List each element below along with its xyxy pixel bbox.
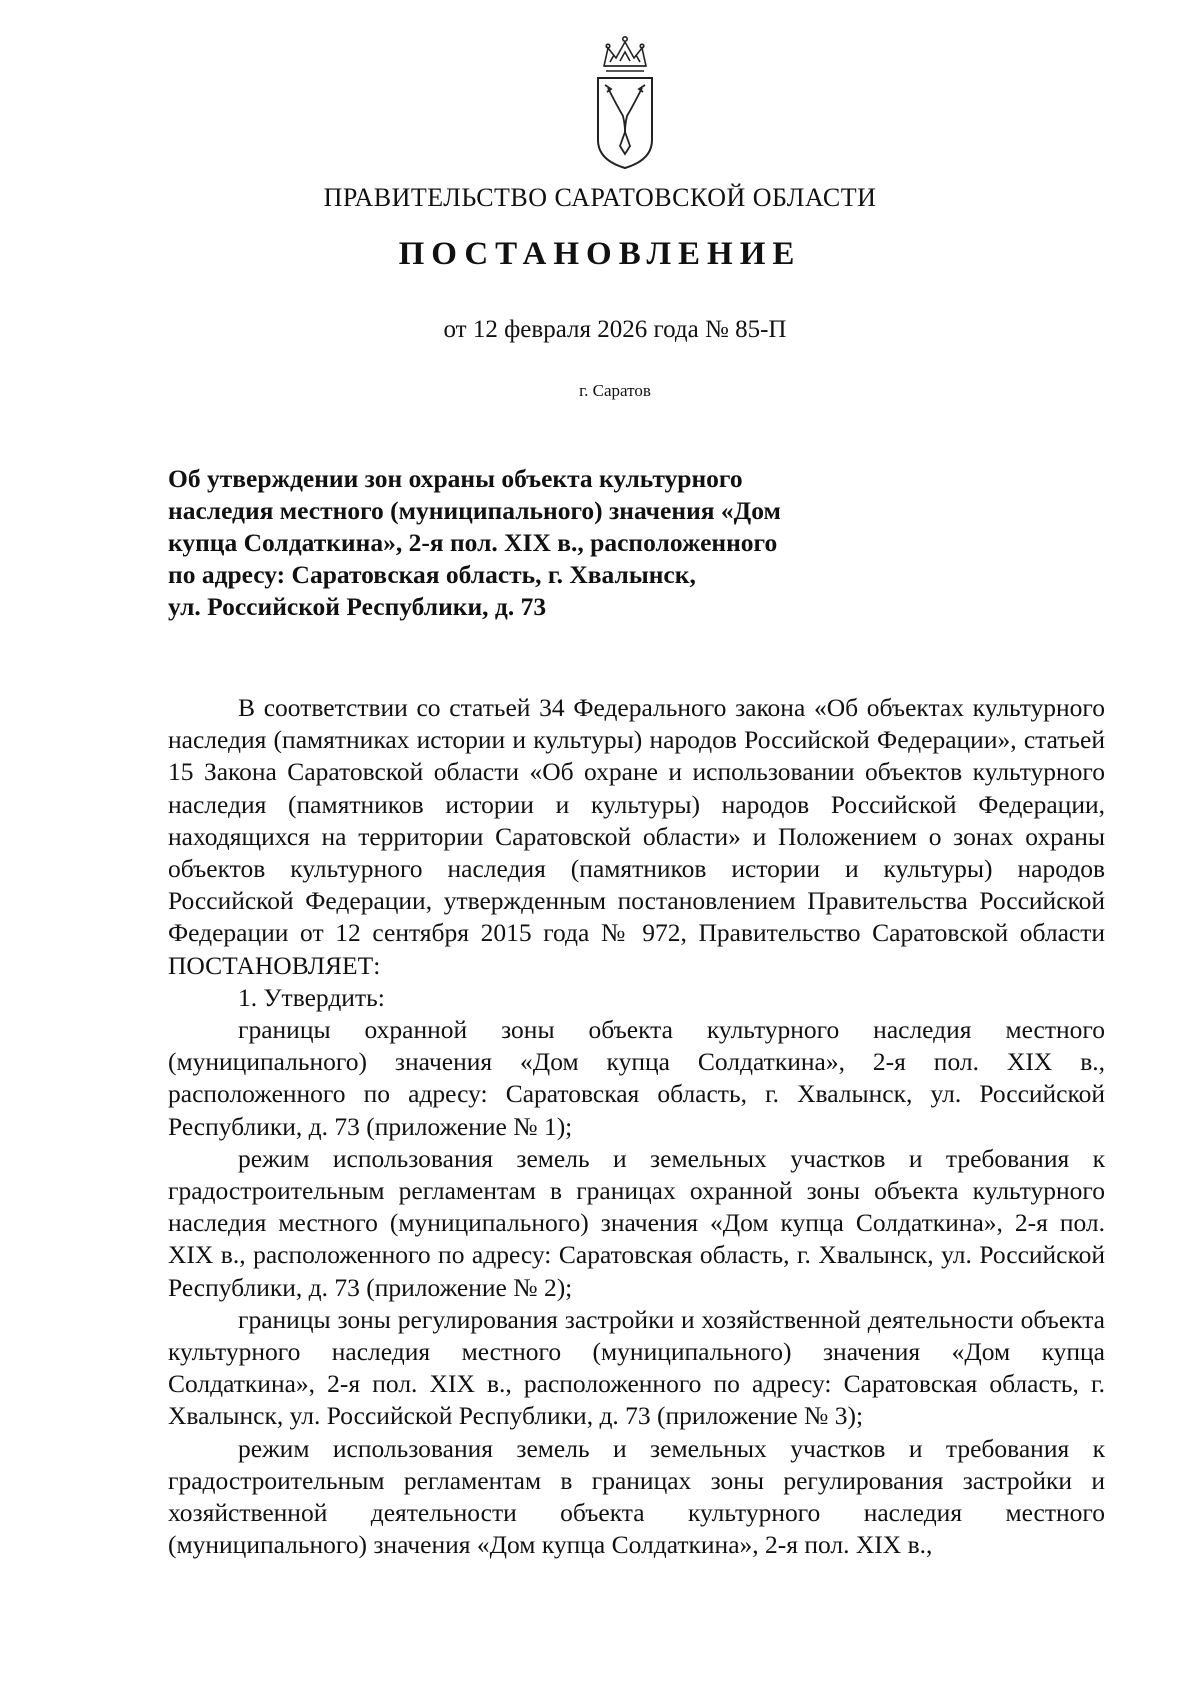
subject-line: купца Солдаткина», 2-я пол. XIX в., расположенного <box>168 528 778 557</box>
document-subject <box>168 463 825 623</box>
subject-line: наследия местного (муниципального) значения «Дом <box>168 496 781 525</box>
document-body <box>168 692 1105 1561</box>
sub-item-paragraph: режим использования земель и земельных участков и требования к градостроительным регламентам в границах охранной зоны объекта культурного наследия местного (муниципального) значения «Дом купца Солдаткина», 2-я пол. XIX в., расположенного по адресу: Саратовская область, г. Хвалынск, ул. Российской Республики, д. 73 (приложение № 2); <box>168 1143 1105 1302</box>
document-city: г. Саратов <box>579 381 651 400</box>
document-type-title: ПОСТАНОВЛЕНИЕ <box>398 236 802 272</box>
sub-item-paragraph: границы охранной зоны объекта культурного наследия местного (муниципального) значения «Дом купца Солдаткина», 2-я пол. XIX в., расположенного по адресу: Саратовская область, г. Хвалынск, ул. Российской Республики, д. 73 (приложение № 1); <box>168 1015 1105 1141</box>
document-date-number: от 12 февраля 2026 года № 85-П <box>443 316 787 343</box>
saratov-coat-of-arms-icon <box>590 28 660 170</box>
sub-item-paragraph: границы зоны регулирования застройки и хозяйственной деятельности объекта культурного наследия местного (муниципального) значения «Дом купца Солдаткина», 2-я пол. XIX в., расположенного по адресу: Саратовская область, г. Хвалынск, ул. Российской Республики, д. 73 (приложение № 3); <box>168 1304 1105 1431</box>
government-name: ПРАВИТЕЛЬСТВО САРАТОВСКОЙ ОБЛАСТИ <box>323 183 877 212</box>
subject-line: по адресу: Саратовская область, г. Хвалынск, <box>168 560 696 589</box>
preamble-paragraph: В соответствии со статьей 34 Федерального закона «Об объектах культурного наследия (памятниках истории и культуры) народов Российской Федерации», статьей 15 Закона Саратовской области «Об охране и использовании объектов культурного наследия (памятников истории и культуры) народов Российской Федерации, находящихся на территории Саратовской области» и Положением о зонах охраны объектов культурного наследия (памятников истории и культуры) народов Российской Федерации, утвержденным постановлением Правительства Российской Федерации от 12 сентября 2015 года № 972, Правительство Саратовской области ПОСТАНОВЛЯЕТ: <box>168 693 1105 980</box>
sub-item-paragraph: режим использования земель и земельных участков и требования к градостроительным регламентам в границах зоны регулирования застройки и хозяйственной деятельности объекта культурного наследия местного (муниципального) значения «Дом купца Солдаткина», 2-я пол. XIX в., <box>168 1433 1105 1560</box>
item-1-paragraph: 1. Утвердить: <box>238 982 385 1012</box>
subject-line: Об утверждении зон охраны объекта культурного <box>168 464 743 493</box>
subject-line: ул. Российской Республики, д. 73 <box>168 592 547 621</box>
